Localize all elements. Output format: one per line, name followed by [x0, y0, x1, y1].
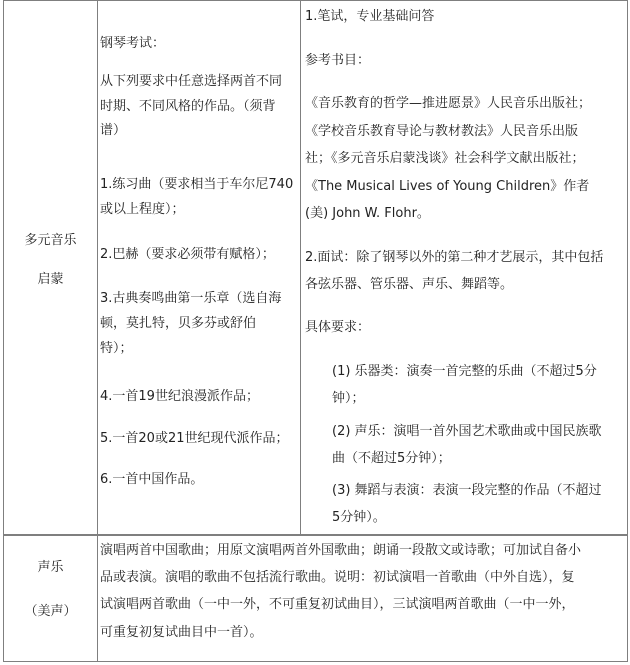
requirements-line: 钟）；: [332, 391, 365, 406]
category-line: 声乐: [37, 560, 64, 575]
piano-exam-line: 2.巴赫（要求必须带有赋格）；: [100, 247, 275, 262]
category-line: 启蒙: [37, 272, 64, 287]
requirements-line: 《The Musical Lives of Young Children》作者: [305, 179, 590, 194]
requirements-line: (2) 声乐：演唱一首外国艺术歌曲或中国民族歌: [332, 424, 602, 439]
piano-exam-line: 谱）: [100, 123, 127, 138]
piano-exam-line: 3.古典奏鸣曲第一乐章（选自海: [100, 291, 282, 306]
piano-exam-line: 4.一首19世纪浪漫派作品；: [100, 389, 259, 404]
requirements-line: 曲（不超过5分钟）；: [332, 451, 451, 466]
requirements-line: 社；《多元音乐启蒙浅谈》社会科学文献出版社；: [305, 151, 585, 166]
row2-category-cell: [4, 536, 97, 662]
category-line: （美声）: [24, 604, 77, 619]
piano-exam-line: 从下列要求中任意选择两首不同: [100, 74, 283, 89]
vocal-content-line: 演唱两首中国歌曲；用原文演唱两首外国歌曲；朗诵一段散文或诗歌；可加试自备小: [100, 543, 582, 558]
piano-exam-line: 时期、不同风格的作品。（须背: [100, 99, 276, 114]
requirements-line: 1.笔试，专业基础问答: [305, 9, 435, 24]
piano-exam-line: 6.一首中国作品。: [100, 472, 204, 487]
category-line: 多元音乐: [24, 233, 77, 248]
piano-exam-line: 特）；: [100, 341, 133, 356]
requirements-line: (3) 舞蹈与表演：表演一段完整的作品（不超过: [332, 483, 602, 498]
requirements-line: (美) John W. Flohr。: [305, 206, 430, 221]
requirements-line: 《音乐教育的哲学—推进愿景》人民音乐出版社；: [305, 96, 592, 111]
piano-exam-line: 1.练习曲（要求相当于车尔尼740: [100, 177, 294, 192]
column-divider-1: [97, 0, 98, 535]
vocal-content-line: 试演唱两首歌曲（一中一外，不可重复初试曲目），三试演唱两首歌曲（一中一外，: [100, 597, 575, 612]
requirements-line: (1) 乐器类：演奏一首完整的乐曲（不超过5分: [332, 364, 597, 379]
requirements-line: 具体要求：: [305, 320, 371, 335]
requirements-line: 《学校音乐教育导论与教材教法》人民音乐出版: [305, 124, 579, 139]
requirements-line: 5分钟）。: [332, 510, 386, 525]
vocal-content-line: 品或表演。演唱的歌曲不包括流行歌曲。说明：初试演唱一首歌曲（中外自选），复: [100, 570, 575, 585]
requirements-line: 2.面试：除了钢琴以外的第二种才艺展示，其中包括: [305, 250, 604, 265]
column-divider-2: [300, 0, 301, 535]
piano-exam-line: 或以上程度）；: [100, 202, 185, 217]
requirements-line: 各弦乐器、管乐器、声乐、舞蹈等。: [305, 277, 514, 292]
piano-exam-line: 5.一首20或21世纪现代派作品；: [100, 431, 289, 446]
requirements-line: 参考书目：: [305, 53, 371, 68]
column-divider-row2: [97, 535, 98, 662]
piano-exam-line: 顿，莫扎特，贝多芬或舒伯: [100, 316, 257, 331]
vocal-content-line: 可重复初复试曲目中一首）。: [100, 625, 263, 640]
row1-category-cell: [4, 0, 97, 534]
piano-exam-heading: 钢琴考试：: [100, 36, 166, 51]
